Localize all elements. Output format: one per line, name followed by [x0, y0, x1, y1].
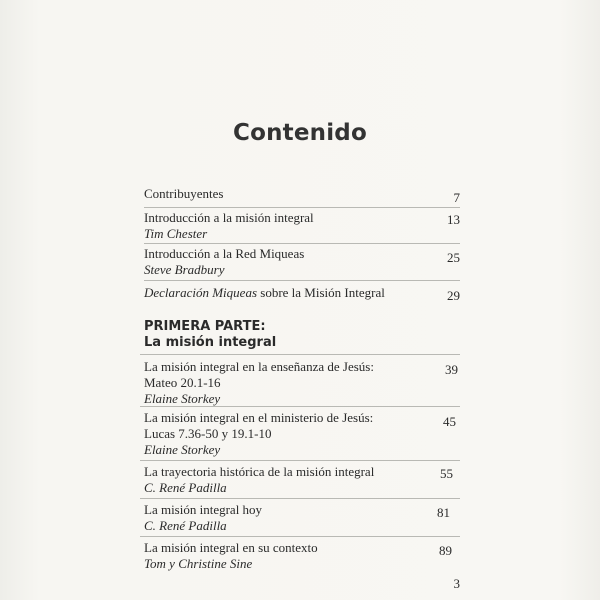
page-number: 13	[447, 212, 460, 227]
entry-author: Elaine Storkey	[144, 442, 221, 457]
divider	[140, 460, 460, 461]
entry-author: C. René Padilla	[144, 518, 227, 533]
toc-entry-introduccion-red	[144, 246, 460, 278]
entry-title: La misión integral en su contexto	[144, 540, 318, 555]
page-number: 55	[440, 466, 453, 481]
entry-author: Tom y Christine Sine	[144, 556, 253, 571]
toc-entry-chapter	[144, 502, 460, 534]
toc-entry-declaracion	[144, 285, 460, 301]
page-number: 89	[439, 543, 452, 558]
divider	[144, 280, 460, 281]
entry-title: La trayectoria histórica de la misión integral	[144, 464, 375, 479]
toc-entry-introduccion-mision	[144, 210, 460, 242]
page-number: 45	[443, 414, 456, 429]
page-title: Contenido	[233, 120, 367, 146]
entry-title	[144, 285, 460, 301]
toc-entry-chapter	[144, 410, 460, 458]
page-number: 81	[437, 505, 450, 520]
page-folio: 3	[453, 576, 460, 591]
entry-title: La misión integral en la enseñanza de Jesús:	[144, 359, 374, 374]
page-number: 29	[447, 288, 460, 303]
entry-title-rest: sobre la Misión Integral	[257, 285, 385, 300]
page-number: 25	[447, 250, 460, 265]
part-name: La misión integral	[144, 335, 277, 350]
entry-author: Elaine Storkey	[144, 391, 221, 406]
entry-title-italic: Declaración Miqueas	[144, 285, 258, 300]
part-label: PRIMERA PARTE:	[144, 319, 266, 334]
entry-title: Contribuyentes	[144, 186, 224, 201]
toc-entry-contribuyentes	[144, 186, 460, 202]
entry-title-line2: Mateo 20.1-16	[144, 375, 221, 390]
entry-title: Introducción a la Red Miqueas	[144, 246, 305, 261]
entry-title: Introducción a la misión integral	[144, 210, 314, 225]
entry-author: Tim Chester	[144, 226, 208, 241]
entry-title: La misión integral en el ministerio de Jesús:	[144, 410, 374, 425]
divider	[140, 354, 460, 355]
page-number: 39	[445, 362, 458, 377]
divider	[140, 536, 460, 537]
divider	[140, 498, 460, 499]
divider	[140, 406, 460, 407]
page-number: 7	[453, 190, 460, 205]
entry-author: C. René Padilla	[144, 480, 227, 495]
divider	[144, 243, 460, 244]
entry-title: La misión integral hoy	[144, 502, 263, 517]
toc-entry-chapter	[144, 359, 460, 407]
toc-entry-chapter	[144, 540, 460, 572]
toc-entry-chapter	[144, 464, 460, 496]
entry-author: Steve Bradbury	[144, 262, 225, 277]
divider	[144, 207, 460, 208]
entry-title-line2: Lucas 7.36-50 y 19.1-10	[144, 426, 272, 441]
